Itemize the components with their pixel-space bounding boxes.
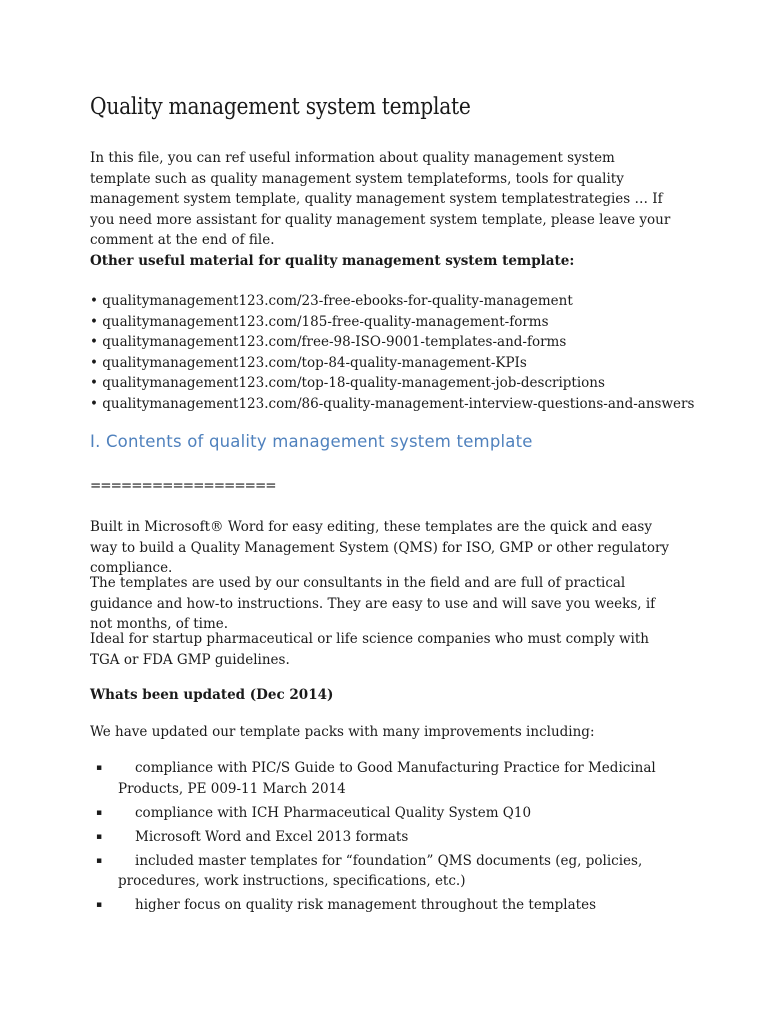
list-item xyxy=(90,827,680,848)
list-item-text: higher focus on quality risk management throughout the templates xyxy=(135,897,596,913)
paragraph-text: Ideal for startup pharmaceutical or life science companies who must comply with TGA or FDA GMP guidelines. xyxy=(90,631,649,668)
resource-link: • qualitymanagement123.com/86-quality-management-interview-questions-and-answers xyxy=(90,395,695,412)
resource-link: • qualitymanagement123.com/top-84-quality-management-KPIs xyxy=(90,354,527,371)
intro-text: In this file, you can ref useful information about quality management system template such as quality management system templateforms, tools for quality management system template, quality management system templatestrategies … If you need more assistant for quality management system template, please leave your comment at the end of file. xyxy=(90,150,671,248)
list-item-text: included master templates for “foundation” QMS documents (eg, policies, procedures, work instructions, specifications, etc.) xyxy=(118,852,643,889)
document-title: Quality management system template xyxy=(90,94,471,120)
square-bullet-icon: ▪ xyxy=(96,763,103,773)
updated-heading: Whats been updated (Dec 2014) xyxy=(90,687,334,703)
list-item-text: compliance with PIC/S Guide to Good Manufacturing Practice for Medicinal Products, PE 009-11 March 2014 xyxy=(118,760,656,797)
paragraph-built-in-word xyxy=(90,517,675,579)
paragraph-consultants xyxy=(90,573,675,635)
square-bullet-icon: ▪ xyxy=(96,855,103,866)
other-material-heading: Other useful material for quality management system template: xyxy=(90,253,575,269)
square-bullet-icon: ▪ xyxy=(96,900,103,910)
list-item xyxy=(90,895,680,916)
list-item-text: compliance with ICH Pharmaceutical Quality System Q10 xyxy=(135,804,532,821)
paragraph-text: The templates are used by our consultants in the field and are full of practical guidance and how-to instructions. They are easy to use and will save you weeks, if not months, of time. xyxy=(90,575,656,632)
resource-link: • qualitymanagement123.com/free-98-ISO-9001-templates-and-forms xyxy=(90,334,567,350)
section-heading-contents: I. Contents of quality management system template xyxy=(90,432,533,451)
resource-link: • qualitymanagement123.com/top-18-quality-management-job-descriptions xyxy=(90,375,605,391)
list-item xyxy=(90,758,680,799)
improvements-list xyxy=(90,758,680,919)
updated-intro: We have updated our template packs with many improvements including: xyxy=(90,724,595,740)
paragraph-ideal-for xyxy=(90,629,675,670)
square-bullet-icon: ▪ xyxy=(96,831,103,842)
square-bullet-icon: ▪ xyxy=(96,807,103,818)
list-item-text: Microsoft Word and Excel 2013 formats xyxy=(135,828,409,845)
paragraph-text: Built in Microsoft® Word for easy editing, these templates are the quick and easy way to build a Quality Management System (QMS) for ISO, GMP or other regulatory compliance. xyxy=(90,519,670,576)
resource-link-list xyxy=(90,291,695,414)
separator-rule: ================== xyxy=(90,478,276,494)
intro-paragraph xyxy=(90,148,675,251)
resource-link: • qualitymanagement123.com/23-free-ebooks-for-quality-management xyxy=(90,293,573,309)
list-item xyxy=(90,803,680,824)
list-item xyxy=(90,851,680,892)
resource-link: • qualitymanagement123.com/185-free-quality-management-forms xyxy=(90,313,549,330)
